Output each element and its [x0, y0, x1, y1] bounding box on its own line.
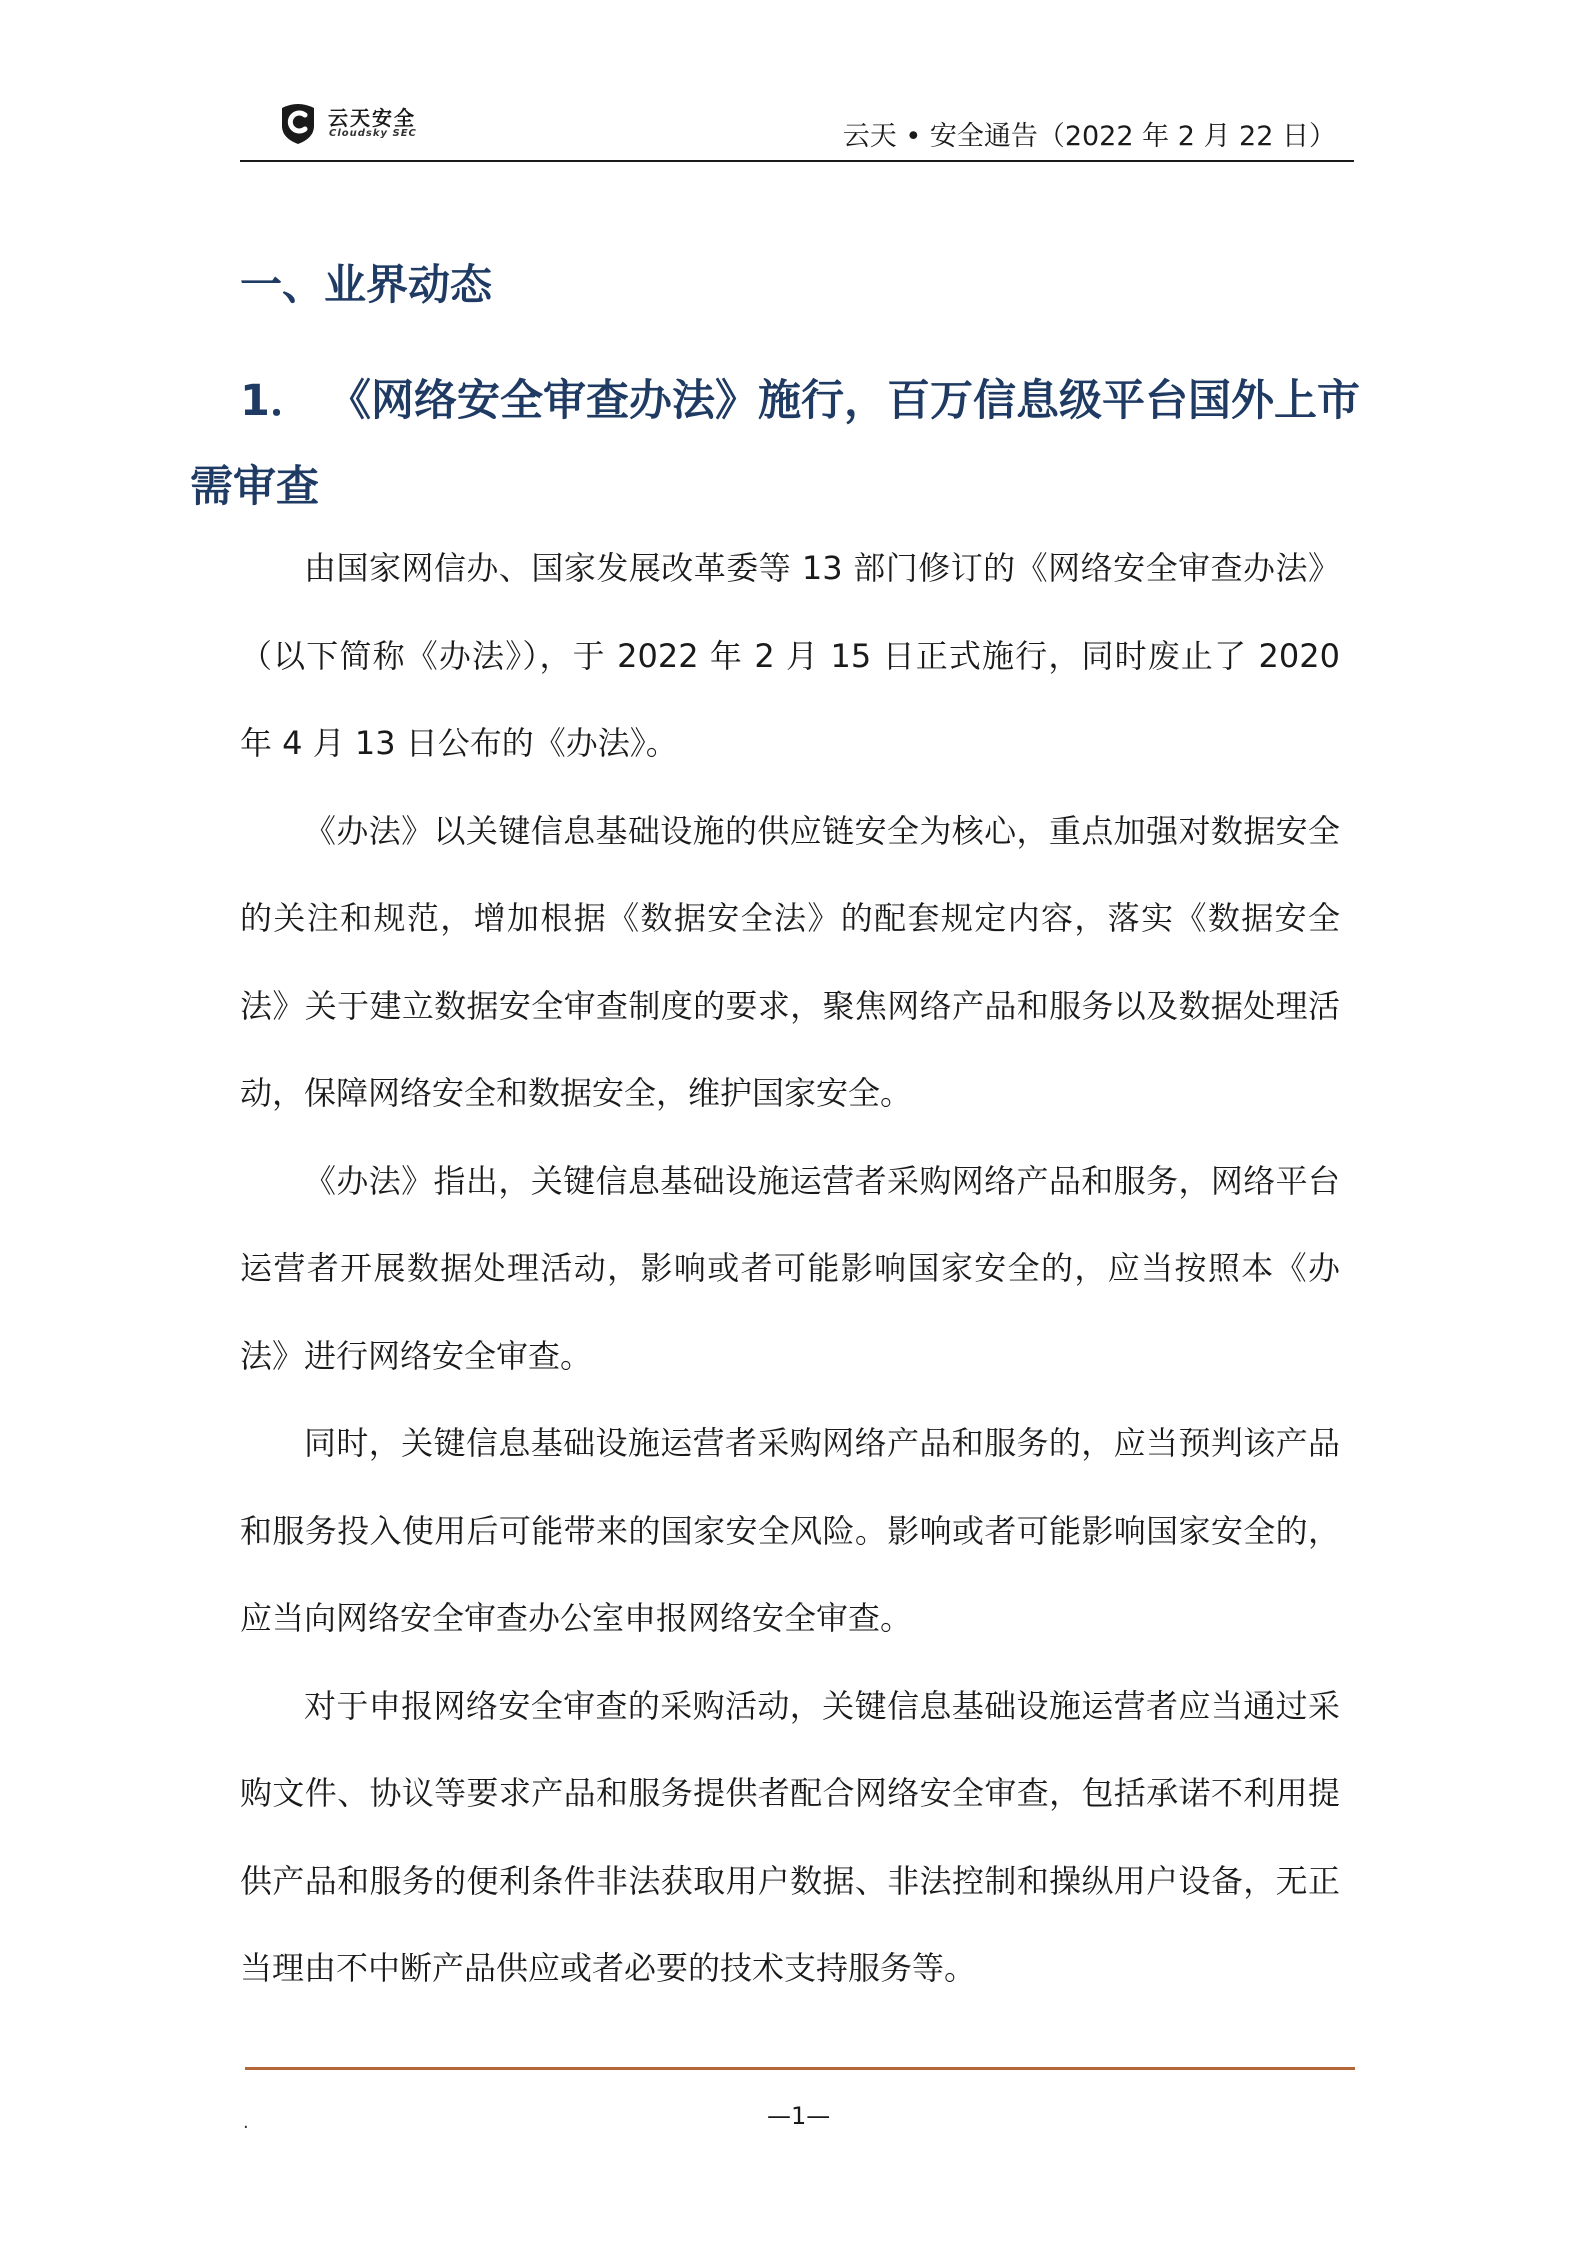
paragraph: 《办法》指出，关键信息基础设施运营者采购网络产品和服务，网络平台运营者开展数据处理活动，影响或者可能影响国家安全的，应当按照本《办法》进行网络安全审查。 — [240, 1161, 1340, 1375]
page-header — [240, 96, 1354, 162]
header-divider — [240, 160, 1354, 162]
shield-c-logo-icon — [276, 100, 320, 144]
company-logo — [276, 100, 476, 148]
logo-english-name: Cloudsky SEC — [329, 128, 417, 139]
article-number: 1． — [240, 376, 313, 426]
article-heading — [190, 358, 1390, 530]
article-title: 《网络安全审查办法》施行，百万信息级平台国外上市需审查 — [190, 376, 1360, 512]
bulletin-title: 云天 • 安全通告（2022 年 2 月 22 日） — [842, 121, 1336, 152]
footer-divider — [245, 2067, 1355, 2070]
logo-chinese-name: 云天安全 — [328, 106, 416, 130]
paragraph: 由国家网信办、国家发展改革委等 13 部门修订的《网络安全审查办法》（以下简称《办法》），于 2022 年 2 月 15 日正式施行，同时废止了 2020 年 4 月 13 日公布的《办法》。 — [240, 549, 1340, 762]
page-number: —1— — [767, 2102, 831, 2130]
paragraph: 对于申报网络安全审查的采购活动，关键信息基础设施运营者应当通过采购文件、协议等要求产品和服务提供者配合网络安全审查，包括承诺不利用提供产品和服务的便利条件非法获取用户数据、非法控制和操纵用户设备，无正当理由不中断产品供应或者必要的技术支持服务等。 — [240, 1686, 1340, 1987]
paragraph: 《办法》以关键信息基础设施的供应链安全为核心，重点加强对数据安全的关注和规范，增加根据《数据安全法》的配套规定内容，落实《数据安全法》关于建立数据安全审查制度的要求，聚焦网络产品和服务以及数据处理活动，保障网络安全和数据安全，维护国家安全。 — [240, 811, 1340, 1112]
paragraph: 同时，关键信息基础设施运营者采购网络产品和服务的，应当预判该产品和服务投入使用后可能带来的国家安全风险。影响或者可能影响国家安全的，应当向网络安全审查办公室申报网络安全审查。 — [240, 1424, 1340, 1637]
footer-mark: . — [243, 2112, 249, 2133]
article-body — [240, 525, 1340, 2013]
section-heading: 一、业界动态 — [240, 260, 493, 309]
